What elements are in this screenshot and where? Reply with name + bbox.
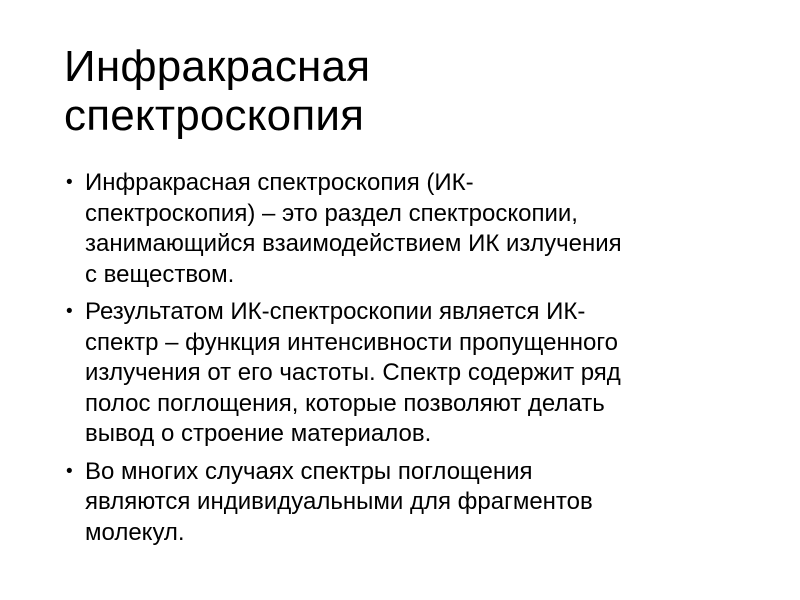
bullet-text-line: спектроскопия) – это раздел спектроскопии, bbox=[85, 199, 578, 227]
slide-title bbox=[64, 42, 764, 140]
bullet-item bbox=[62, 168, 762, 290]
bullet-item bbox=[62, 457, 762, 549]
bullet-text-line: занимающийся взаимодействием ИК излучения bbox=[85, 230, 622, 257]
bullet-text-line: с веществом. bbox=[85, 260, 235, 288]
bullet-marker: • bbox=[66, 172, 73, 193]
bullet-text-line: Инфракрасная спектроскопия (ИК- bbox=[85, 169, 474, 196]
bullet-text-line: полос поглощения, которые позволяют делать bbox=[85, 389, 605, 417]
slide-title-line: Инфракрасная bbox=[64, 42, 371, 91]
bullet-item bbox=[62, 297, 762, 450]
bullet-text-line: молекул. bbox=[85, 518, 185, 546]
bullet-text-line: излучения от его частоты. Спектр содержит ряд bbox=[85, 359, 621, 386]
bullet-text-line: Результатом ИК-спектроскопии является ИК- bbox=[85, 298, 586, 325]
bullet-text-line: вывод о строение материалов. bbox=[85, 420, 432, 447]
bullet-text-line: спектр – функция интенсивности пропущенного bbox=[85, 328, 618, 356]
slide-title-line: спектроскопия bbox=[64, 91, 365, 140]
bullet-marker: • bbox=[66, 301, 73, 322]
bullet-marker: • bbox=[66, 460, 73, 482]
bullet-text-line: являются индивидуальными для фрагментов bbox=[85, 488, 593, 515]
bullet-list bbox=[62, 168, 762, 555]
bullet-text-line: Во многих случаях спектры поглощения bbox=[85, 457, 533, 485]
